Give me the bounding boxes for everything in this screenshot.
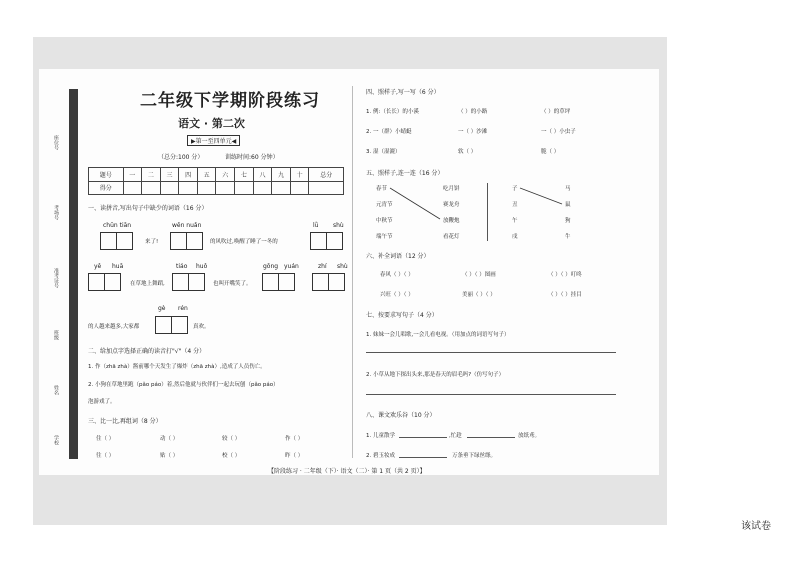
q8-text: ,忙趁 xyxy=(449,433,462,439)
q1-text: 的风吹过,唤醒了睡了一冬的 xyxy=(210,239,278,245)
q4-blank: （ ）的小路 xyxy=(458,109,488,115)
example-match-line xyxy=(520,188,562,204)
margin-label-room: 考场号 xyxy=(53,205,59,220)
pinyin-gong: gōng xyxy=(263,263,279,270)
table-cell: 十 xyxy=(290,168,309,182)
exam-subtitle: 语文 · 第二次 xyxy=(178,117,245,130)
pinyin-yuan: yuán xyxy=(284,263,299,270)
q6-item: 春风（ ）（ ） xyxy=(380,272,414,278)
exam-title: 二年级下学期阶段练习 xyxy=(140,91,320,111)
q6-item: （ ）（ ）挂目 xyxy=(548,292,582,298)
table-cell: 九 xyxy=(272,168,291,182)
q1-text: 在草地上舞蹈, xyxy=(130,281,165,287)
q6-item: 兴旺（ ）（ ） xyxy=(380,292,414,298)
q3-item: 往（ ） xyxy=(96,453,115,459)
match-left: 春节 xyxy=(376,186,388,192)
pinyin-ye: yě xyxy=(94,263,102,270)
pinyin-ren: rén xyxy=(178,305,188,312)
table-cell: 得分 xyxy=(89,181,124,195)
table-cell: 一 xyxy=(123,168,142,182)
q4-blank: （ ）的草坪 xyxy=(541,109,571,115)
page-footer: 【阶段练习 · 二年级（下）· 语文（二）· 第 1 页（共 2 页）】 xyxy=(268,468,426,475)
example-match-line xyxy=(390,188,440,219)
table-cell: 八 xyxy=(253,168,272,182)
margin-label-class: 班级 xyxy=(53,330,59,340)
total-score: （总分:100 分） xyxy=(158,154,204,161)
q8-text: 1. 儿童散学 xyxy=(366,433,395,439)
q4-example: 3. 湿（湿漉） xyxy=(366,149,401,155)
q2-heading: 二、给加点字选择正确的读音打"√"（4 分） xyxy=(88,348,206,355)
margin-label-school: 学校 xyxy=(53,435,59,445)
q8-heading: 八、课文欢乐谷（10 分） xyxy=(366,412,436,419)
table-cell: 四 xyxy=(179,168,198,182)
q4-blank: 脆（ ） xyxy=(541,149,560,155)
q4-heading: 四、照样子,写一写（6 分） xyxy=(366,89,440,96)
pinyin-wennuan: wēn nuǎn xyxy=(172,222,202,229)
margin-label-seat: 座位号 xyxy=(53,135,59,150)
poem-blank[interactable] xyxy=(467,437,515,438)
match-left2: 子 xyxy=(512,186,518,192)
pinyin-tiao: tiáo xyxy=(176,263,188,270)
q4-example: 2. 一（群）小蜻蜓 xyxy=(366,129,412,135)
q6-item: （ ）（ ）图画 xyxy=(462,272,496,278)
q3-item: 校（ ） xyxy=(222,453,241,459)
table-cell: 总分 xyxy=(309,168,344,182)
poem-blank[interactable] xyxy=(399,457,447,458)
poem-blank[interactable] xyxy=(399,437,447,438)
pinyin-zhi: zhí xyxy=(318,263,327,270)
time-limit: 训练时间:60 分钟） xyxy=(225,154,279,161)
q1-heading: 一、读拼音,写出句子中缺少的词语（16 分） xyxy=(88,205,208,212)
match-right2: 鼠 xyxy=(565,202,571,208)
q2-line: 泡游戏了。 xyxy=(88,399,116,405)
table-cell: 七 xyxy=(235,168,254,182)
table-cell: 五 xyxy=(197,168,216,182)
q6-item: （ ）（ ）叮咚 xyxy=(548,272,582,278)
table-cell: 六 xyxy=(216,168,235,182)
match-middle: 赛龙舟 xyxy=(443,202,460,208)
q1-text: 也叫开嘴笑了。 xyxy=(213,281,252,287)
pinyin-hua: huā xyxy=(112,263,124,270)
q4-example: 1. 例:（长长）的小溪 xyxy=(366,109,419,115)
q4-blank: 一（ ）沙滩 xyxy=(458,129,488,135)
q3-item: 较（ ） xyxy=(222,436,241,442)
match-middle: 吃月饼 xyxy=(443,186,460,192)
pinyin-huo: huǒ xyxy=(196,263,208,270)
pinyin-shu2: shù xyxy=(337,263,348,270)
table-cell: 题号 xyxy=(89,168,124,182)
q3-item: 昨（ ） xyxy=(285,453,304,459)
match-middle: 看花灯 xyxy=(443,234,460,240)
match-middle: 放鞭炮 xyxy=(443,218,460,224)
q3-item: 作（ ） xyxy=(285,436,304,442)
match-right2: 马 xyxy=(565,186,571,192)
match-left2: 戌 xyxy=(512,234,518,240)
pinyin-shu: shù xyxy=(333,222,344,229)
pinyin-lv: lǜ xyxy=(313,222,319,229)
q1-text: 真欢。 xyxy=(193,324,210,330)
corner-caption: 该试卷 xyxy=(741,521,771,532)
q2-line: 1. 作（zhā zhà）酱前哪个天发生了爆炸（zhā zhà）,造成了人员伤亡。 xyxy=(88,364,266,370)
q7-prompt: 1. 妹妹一会儿唱歌,一会儿看电视。（用加点的词语写句子） xyxy=(366,332,510,338)
q8-text: 放纸鸢。 xyxy=(518,433,541,439)
q1-text: 的人越来越多,大家都 xyxy=(88,324,140,330)
margin-label-id: 准考证号 xyxy=(53,268,59,288)
q3-heading: 三、比一比,再组词（8 分） xyxy=(88,418,162,425)
q2-line: 2. 小狗在草地里跑（pǎo páo）着,然后他就与伙伴们一起去玩刨（pǎo páo） xyxy=(88,382,279,388)
match-left: 端午节 xyxy=(376,234,393,240)
match-right2: 牛 xyxy=(565,234,571,240)
match-right2: 狗 xyxy=(565,218,571,224)
q6-heading: 六、补全词语（12 分） xyxy=(366,253,430,260)
match-left: 元宵节 xyxy=(376,202,393,208)
unit-range: ▶第一至四单元◀ xyxy=(187,135,240,146)
answer-line[interactable] xyxy=(366,394,616,395)
table-cell: 三 xyxy=(160,168,179,182)
q8-text: 2. 碧玉妆成 xyxy=(366,453,395,459)
match-left2: 丑 xyxy=(512,202,518,208)
table-cell: 二 xyxy=(142,168,161,182)
q4-blank: 一（ ）小虫子 xyxy=(541,129,576,135)
match-left2: 午 xyxy=(512,218,518,224)
pinyin-chuntian: chūn tiān xyxy=(103,222,132,229)
margin-label-name: 姓名 xyxy=(53,385,59,395)
q1-text: 来了! xyxy=(145,239,159,245)
q3-item: 动（ ） xyxy=(160,436,179,442)
answer-line[interactable] xyxy=(366,352,616,353)
q3-item: 住（ ） xyxy=(96,436,115,442)
q6-item: 美丽（ ）（ ） xyxy=(462,292,496,298)
match-left: 中秋节 xyxy=(376,218,393,224)
q5-heading: 五、照样子,连一连（16 分） xyxy=(366,170,444,177)
pinyin-ge: gè xyxy=(158,305,166,312)
q7-heading: 七、按要求写句子（4 分） xyxy=(366,312,438,319)
q7-prompt: 2. 小草从地下探出头来,那是春天的眉毛吗?（仿写句子） xyxy=(366,372,505,378)
q3-item: 贴（ ） xyxy=(160,453,179,459)
q4-blank: 软（ ） xyxy=(458,149,477,155)
q8-text: 万条垂下绿丝绦。 xyxy=(452,453,497,459)
